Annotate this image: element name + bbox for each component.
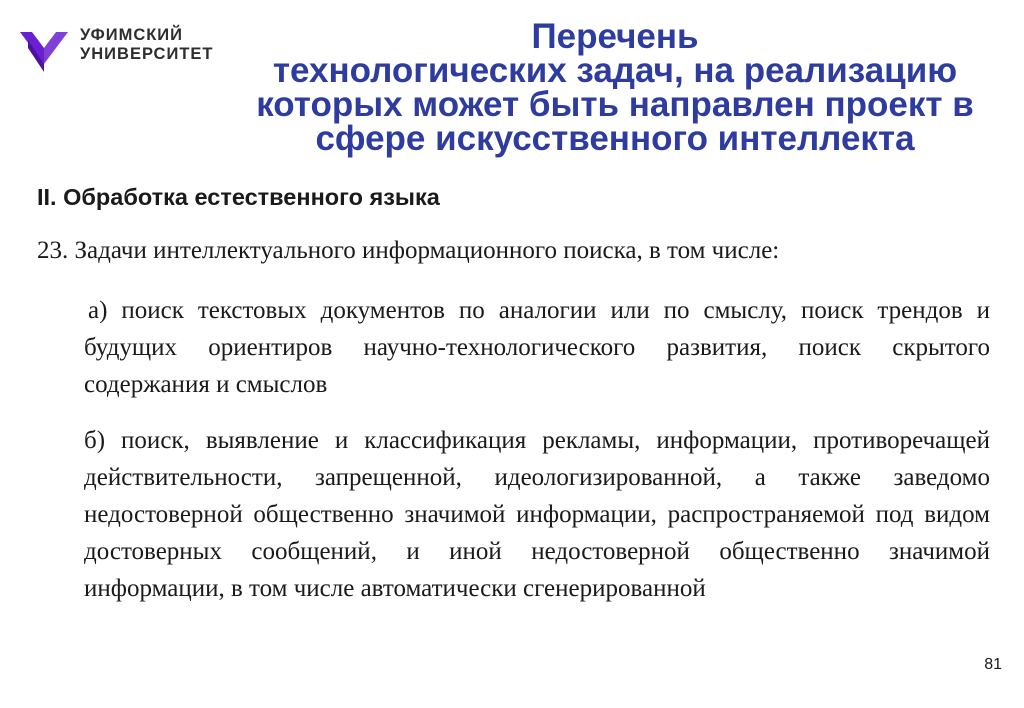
logo-line-1: УФИМСКИЙ [80,26,184,44]
paragraph-b: б) поиск, выявление и классификация рекламы, информации, противоречащей действительности, запрещенной, идеологизированной, а также заведомо недостоверной общественно значимой информации, распространяемой под видом достоверных сообщений, и иной недостоверной общественно значимой информации, в том числе автоматически сгенерированной [84,427,990,602]
item-23-heading: 23. Задачи интеллектуального информационного поиска, в том числе: [37,237,780,264]
title-line-4: сфере искусственного интеллекта [315,119,915,158]
title-line-2: технологических задач, на реализацию [272,51,958,90]
paragraph-a: а) поиск текстовых документов по аналогии или по смыслу, поиск трендов и будущих ориентиров научно-технологического развития, поиск скрытого содержания и смыслов [84,297,990,398]
university-logo-icon [20,28,68,72]
university-logo [20,20,230,80]
section-heading: II. Обработка естественного языка [37,184,440,210]
logo-text [80,26,214,64]
page-number: 81 [984,656,1002,673]
logo-line-2: УНИВЕРСИТЕТ [80,45,214,63]
title-line-1: Перечень [531,17,699,56]
title-line-3: которых может быть направлен проект в [256,85,974,124]
slide-title [200,17,1024,158]
